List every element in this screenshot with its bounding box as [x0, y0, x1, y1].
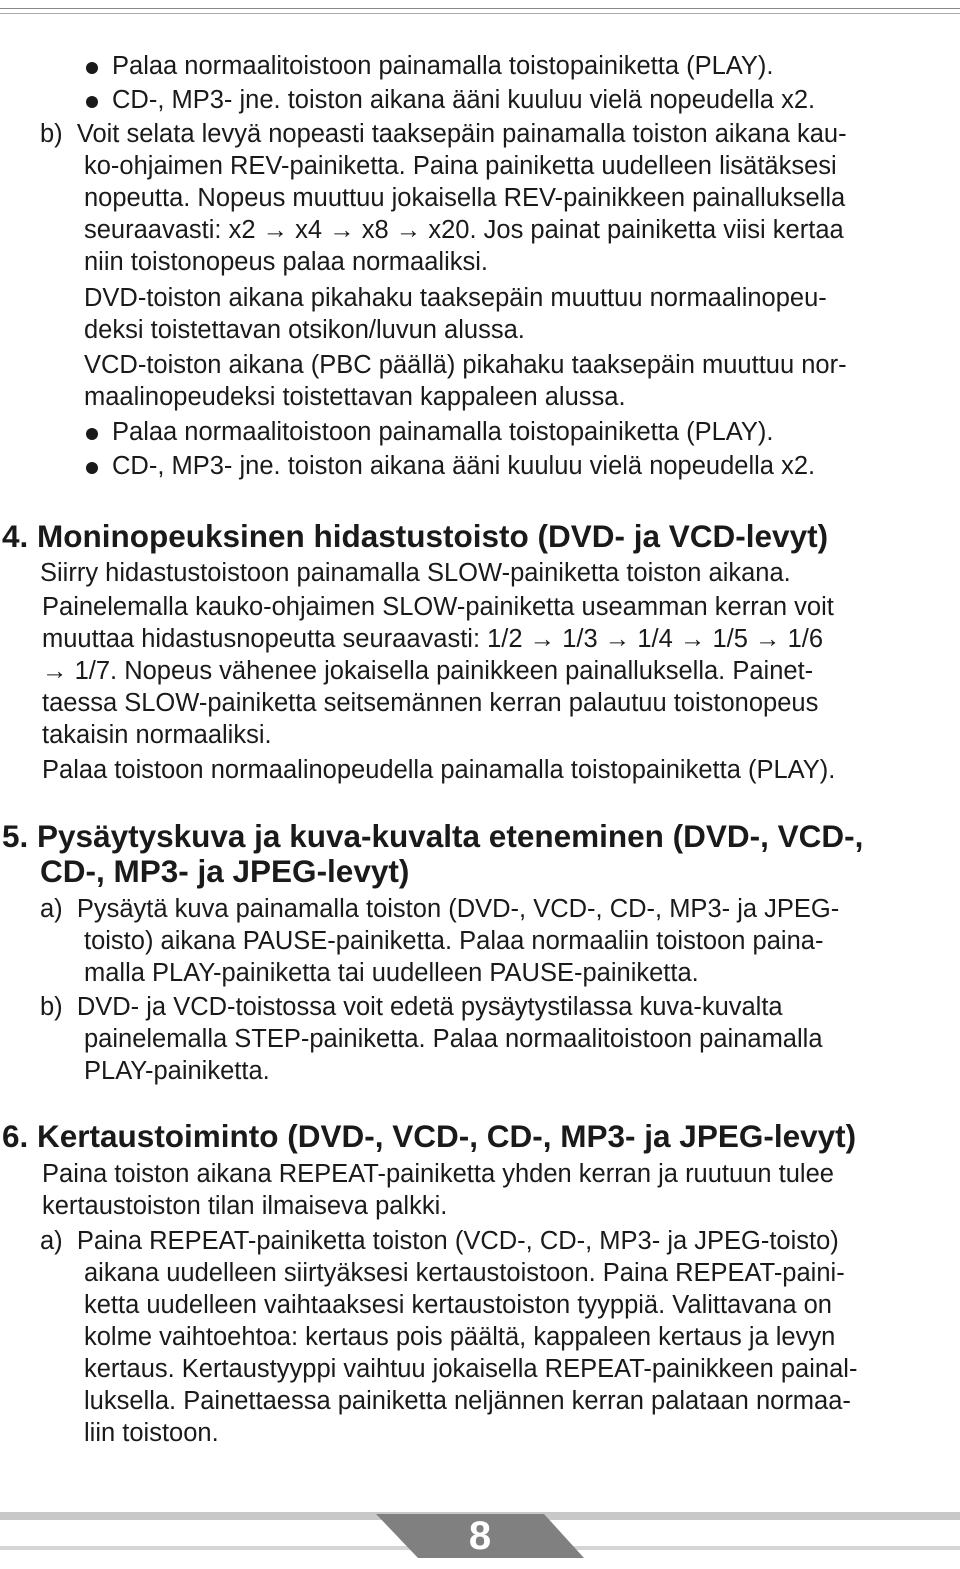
bullet-text: CD-, MP3- jne. toiston aikana ääni kuuluu vielä nopeudella x2.	[112, 86, 816, 114]
paragraph-line: ketta uudelleen vaihtaaksesi kertaustoiston tyyppiä. Valittavana on	[84, 1291, 832, 1319]
page-number: 8	[468, 1514, 492, 1558]
list-item-a-text: a) Pysäytä kuva painamalla toiston (DVD-, VCD-, CD-, MP3- ja JPEG-	[40, 895, 840, 923]
paragraph-line: Palaa toistoon normaalinopeudella painamalla toistopainiketta (PLAY).	[42, 756, 836, 784]
paragraph-line: liin toistoon.	[84, 1419, 219, 1447]
list-item-b-text: b) DVD- ja VCD-toistossa voit edetä pysäytystilassa kuva-kuvalta	[40, 993, 783, 1021]
paragraph-line: niin toistonopeus palaa normaaliksi.	[84, 248, 488, 276]
paragraph-line: kertaustoiston tilan ilmaiseva palkki.	[42, 1192, 448, 1220]
paragraph-line: PLAY-painiketta.	[84, 1057, 270, 1085]
paragraph-line: takaisin normaaliksi.	[42, 721, 272, 749]
top-rule-secondary	[0, 13, 960, 14]
paragraph-line: painelemalla STEP-painiketta. Palaa normaalitoistoon painamalla	[84, 1025, 823, 1053]
paragraph-line: VCD-toiston aikana (PBC päällä) pikahaku taaksepäin muuttuu nor-	[84, 351, 847, 379]
paragraph-line: deksi toistettavan otsikon/luvun alussa.	[84, 316, 525, 344]
paragraph-line: Paina toiston aikana REPEAT-painiketta yhden kerran ja ruutuun tulee	[42, 1160, 834, 1188]
paragraph-line: DVD-toiston aikana pikahaku taaksepäin muuttuu normaalinopeu-	[84, 284, 827, 312]
paragraph-line: kolme vaihtoehtoa: kertaus pois päältä, kappaleen kertaus ja levyn	[84, 1323, 836, 1351]
paragraph-line: nopeutta. Nopeus muuttuu jokaisella REV-painikkeen painalluksella	[84, 184, 846, 212]
list-item-a-text: a) Paina REPEAT-painiketta toiston (VCD-, CD-, MP3- ja JPEG-toisto)	[40, 1227, 839, 1255]
bullet-text: CD-, MP3- jne. toiston aikana ääni kuuluu vielä nopeudella x2.	[112, 452, 816, 480]
paragraph-line: ko-ohjaimen REV-painiketta. Paina painiketta uudelleen lisätäksesi	[84, 152, 837, 180]
paragraph-line: Painelemalla kauko-ohjaimen SLOW-painiketta useamman kerran voit	[42, 593, 834, 621]
paragraph-line: malla PLAY-painiketta tai uudelleen PAUSE-painiketta.	[84, 959, 699, 987]
section-heading-6: 6. Kertaustoiminto (DVD-, VCD-, CD-, MP3- ja JPEG-levyt)	[2, 1118, 857, 1154]
list-item-b-text: b) Voit selata levyä nopeasti taaksepäin painamalla toiston aikana kau-	[40, 120, 847, 148]
paragraph-line: toisto) aikana PAUSE-painiketta. Palaa normaaliin toistoon paina-	[84, 927, 824, 955]
bullet-icon	[86, 462, 98, 474]
bullet-text: Palaa normaalitoistoon painamalla toistopainiketta (PLAY).	[112, 52, 774, 80]
paragraph-line: aikana uudelleen siirtyäksesi kertaustoistoon. Paina REPEAT-paini-	[84, 1259, 845, 1287]
paragraph-line: kertaus. Kertaustyyppi vaihtuu jokaisella REPEAT-painikkeen painal-	[84, 1355, 858, 1383]
bullet-icon	[86, 428, 98, 440]
paragraph-line: taessa SLOW-painiketta seitsemännen kerran palautuu toistonopeus	[42, 689, 819, 717]
bullet-icon	[86, 62, 98, 74]
paragraph-line: seuraavasti: x2 → x4 → x8 → x20. Jos painat painiketta viisi kertaa	[84, 216, 844, 244]
top-rule	[0, 8, 960, 9]
bullet-icon	[86, 96, 98, 108]
section-heading-5: 5. Pysäytyskuva ja kuva-kuvalta eteneminen (DVD-, VCD-,	[2, 818, 864, 854]
paragraph-line: muuttaa hidastusnopeutta seuraavasti: 1/2 → 1/3 → 1/4 → 1/5 → 1/6	[42, 625, 824, 653]
section-heading-5-continued: CD-, MP3- ja JPEG-levyt)	[40, 853, 410, 889]
paragraph-line: maalinopeudeksi toistettavan kappaleen alussa.	[84, 383, 626, 411]
section-heading-4: 4. Moninopeuksinen hidastustoisto (DVD- ja VCD-levyt)	[2, 518, 829, 554]
paragraph-line: luksella. Painettaessa painiketta neljännen kerran palataan normaa-	[84, 1387, 851, 1415]
bullet-text: Palaa normaalitoistoon painamalla toistopainiketta (PLAY).	[112, 418, 774, 446]
paragraph-line: Siirry hidastustoistoon painamalla SLOW-painiketta toiston aikana.	[40, 559, 791, 587]
paragraph-line: → 1/7. Nopeus vähenee jokaisella painikkeen painalluksella. Painet-	[42, 657, 814, 685]
